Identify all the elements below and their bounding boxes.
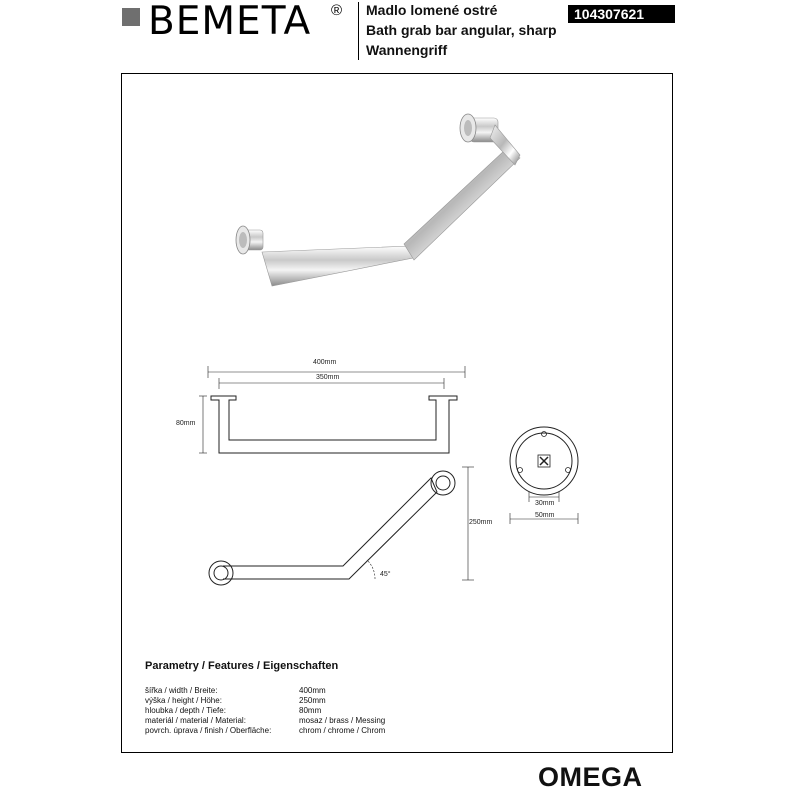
spec-value-depth: 80mm xyxy=(299,706,322,715)
spec-value-height: 250mm xyxy=(299,696,326,705)
product-name-cz: Madlo lomené ostré xyxy=(366,2,498,18)
spec-label-height: výška / height / Höhe: xyxy=(145,696,222,705)
side-height-label: 250mm xyxy=(469,519,493,526)
flange-view-drawing xyxy=(510,427,578,524)
specs-heading: Parametry / Features / Eigenschaften xyxy=(145,660,339,672)
product-name-en: Bath grab bar angular, sharp xyxy=(366,22,557,38)
spec-label-finish: povrch. úprava / finish / Oberfläche: xyxy=(145,726,272,735)
spec-value-finish: chrom / chrome / Chrom xyxy=(299,726,386,735)
product-photo xyxy=(236,114,520,286)
spec-value-material: mosaz / brass / Messing xyxy=(299,716,386,725)
brand-logo: BEMETA xyxy=(148,0,312,44)
spec-value-width: 400mm xyxy=(299,686,326,695)
product-code-badge: 104307621 xyxy=(568,5,675,23)
series-name: OMEGA xyxy=(538,762,643,792)
spec-label-depth: hloubka / depth / Tiefe: xyxy=(145,706,226,715)
spec-label-width: šířka / width / Breite: xyxy=(145,686,218,695)
side-view-drawing xyxy=(209,467,474,585)
front-inner-width-label: 350mm xyxy=(316,374,340,381)
product-name-de: Wannengriff xyxy=(366,42,448,58)
flange-inner-label: 30mm xyxy=(535,500,555,507)
flange-outer-label: 50mm xyxy=(535,512,555,519)
front-width-label: 400mm xyxy=(313,359,337,366)
angle-label: 45° xyxy=(380,571,391,578)
registered-mark: ® xyxy=(331,2,343,19)
spec-label-material: materiál / material / Material: xyxy=(145,716,246,725)
front-depth-label: 80mm xyxy=(176,420,196,427)
